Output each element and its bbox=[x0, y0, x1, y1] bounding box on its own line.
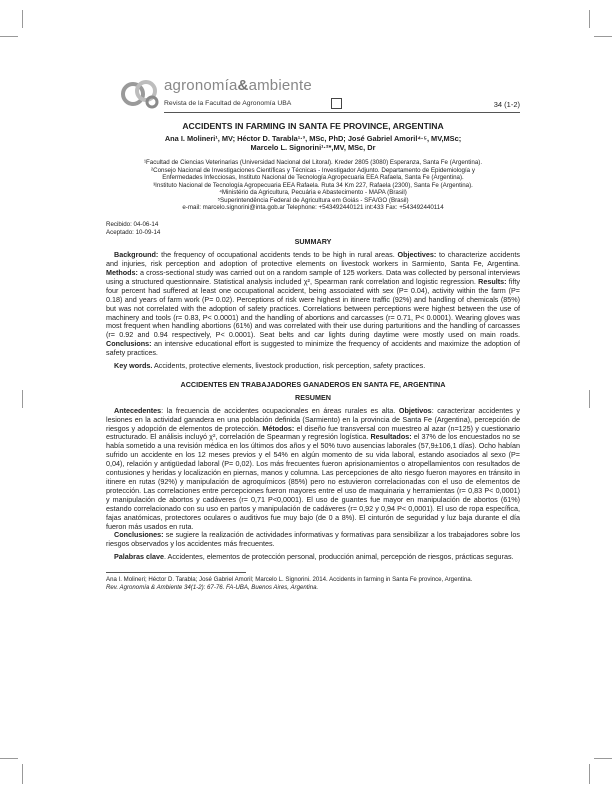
journal-logo-icon bbox=[120, 76, 162, 112]
summary-heading: SUMMARY bbox=[294, 237, 332, 247]
crop-mark bbox=[589, 390, 590, 408]
crop-mark bbox=[22, 764, 23, 784]
uba-emblem-icon bbox=[331, 98, 342, 109]
background-label: Background: bbox=[114, 250, 159, 260]
resultados-label: Resultados: bbox=[370, 432, 412, 442]
affiliation-line: ²Consejo Nacional de Investigaciones Científicas y Técnicas - Investigador Adjunto. Departamento de Epidemiología y bbox=[151, 166, 475, 174]
metodos-label: Métodos: bbox=[262, 423, 295, 433]
journal-header bbox=[120, 76, 520, 112]
contact-line: e-mail: marcelo.signorini@inta.gob.ar Telephone: +543492440121 int:433 Fax: +543492440114 bbox=[182, 204, 444, 212]
objetivos-text: : caracterizar accidentes y lesiones en la actividad ganadera en una población definida (Sarmiento) en la provincia de Santa Fe (Argentina), percepción de riesgos y adopción de elementos de protección. bbox=[106, 405, 520, 433]
conclusiones-paragraph bbox=[106, 531, 520, 549]
article-body bbox=[106, 118, 520, 592]
conclusiones-label: Conclusiones: bbox=[114, 530, 164, 540]
header-rule bbox=[164, 112, 520, 113]
journal-name-amp: & bbox=[237, 77, 249, 94]
results-text: fifty four percent had suffered at least one occupational accident, being associated with sex (P= 0.04), activity within the farm (P= 0.18) and years of farm work (P= 0.02). Perceptions of risk were highest in itinere traffic (92%) and handling of chemicals (85%) but was not correlated with the adoption of safety practices. Correlations between perceptions were highest between the use of machinery and tools (r= 0.83, P< 0.0001) and the handling of abortions and carcasses (r= 0.71, P< 0.0001). Wearing gloves was most frequent when handling abortions (61%) and was correlated with their use during parturitions and the handling of carcasses (r= 0.92 and 0.94 respectively, P< 0.0001). Seat belts and car lights during daytime were mostly used on main roads. bbox=[106, 276, 520, 340]
crop-mark bbox=[22, 390, 23, 408]
summary-paragraph bbox=[106, 251, 520, 358]
affiliations bbox=[106, 159, 520, 212]
antecedentes-label: Antecedentes bbox=[114, 405, 162, 415]
metodos-text: el diseño fue transversal con muestreo al azar (n=125) y cuestionario estructurado. El análisis incluyó χ², correlación de Spearman y regresión logística. bbox=[106, 423, 520, 442]
footnote-rule bbox=[106, 572, 246, 573]
resumen-heading: RESUMEN bbox=[295, 392, 331, 402]
journal-subtitle: Revista de la Facultad de Agronomía UBA bbox=[164, 100, 292, 107]
palabras-label: Palabras clave bbox=[114, 552, 164, 562]
objectives-label: Objectives: bbox=[397, 250, 437, 260]
affiliation-line: ⁵Superintendência Federal de Agricultura em Goiás - SFA/GO (Brasil) bbox=[217, 196, 409, 204]
conclusions-text: an intensive educational effort is suggested to minimize the frequency of accidents and maximize the adoption of safety practices. bbox=[106, 339, 520, 358]
antecedentes-text: : la frecuencia de accidentes ocupacionales en áreas rurales es alta. bbox=[161, 405, 399, 415]
crop-mark bbox=[0, 758, 18, 759]
spanish-title: ACCIDENTES EN TRABAJADORES GANADEROS EN SANTA FE, ARGENTINA bbox=[180, 379, 446, 389]
citation-line: Rev. Agronomía & Ambiente 34(1-2): 67-76. FA-UBA, Buenos Aires, Argentina. bbox=[106, 583, 319, 591]
resumen-paragraph bbox=[106, 407, 520, 532]
citation bbox=[106, 576, 520, 592]
methods-label: Methods: bbox=[106, 267, 138, 277]
objectives-text: to characterize accidents and injuries, risk perception and adoption of protective elements on livestock workers in Sarmiento, Santa Fe, Argentina. bbox=[106, 250, 521, 269]
conclusions-label: Conclusions: bbox=[106, 339, 152, 349]
journal-name bbox=[164, 77, 312, 94]
resultados-text: el 37% de los encuestados no se había sometido a una revisión médica en los últimos dos años y el 50% tuvo ausencias laborales (57,9±106,1 días). Ocho habían sufrido un accidente en los 12 meses previos y el 54% en algún momento de su vida laboral, estando asociados al sexo (P= 0,04), relación y antigüedad laboral (P= 0,02). Los más frecuentes fueron aprisionamientos o atropellamientos con resultados de contusiones y heridas y localización en piernas, manos y columna. Las percepciones de alto riesgo fueron mayores en tránsito in itinere en rutas (92%) y manipulación de agroquímicos (85%) pero no estuvieron correlacionadas con el uso de elementos de protección. Las correlaciones entre percepciones fueron mayores entre el uso de maquinaria y herramientas (r= 0,83 P< 0,0001) y manipulación de abortos y cadáveres (r= 0,71 P<0,0001). El uso de guantes fue mayor en manipulación de abortos (61%) estando correlacionado con su uso en partos y manipulación de cadáveres (r= 0,92 y 0,94 P< 0,0001). El uso de ropa específica, fajas anatómicas, protectores oculares o auditivos fue muy bajo (de 0 a 8%). El cinturón de seguridad y luz baja durante el día fueron más usados en ruta. bbox=[106, 432, 520, 531]
journal-name-part1: agronomía bbox=[164, 77, 238, 94]
crop-mark bbox=[589, 10, 590, 28]
keywords-text: Accidents, protective elements, livestock production, risk perception, safety practices. bbox=[152, 361, 426, 371]
affiliation-line: ⁴Ministério da Agricultura, Pecuária e Abastecimento - MAPA (Brasil) bbox=[219, 189, 407, 197]
affiliation-line: ¹Facultad de Ciencias Veterinarias (Universidad Nacional del Litoral). Kreder 2805 (3080) Esperanza, Santa Fe (Argentina). bbox=[143, 158, 483, 166]
methods-text: a cross-sectional study was carried out on a random sample of 125 workers. Data was collected by personal interviews using a structured questionnaire. Statistical analysis included χ², Spearman rank correlation and logistic regression. bbox=[106, 267, 520, 286]
palabras-clave bbox=[106, 553, 520, 562]
keywords-label: Key words. bbox=[114, 361, 153, 371]
issue-number: 34 (1-2) bbox=[493, 100, 520, 109]
crop-mark bbox=[594, 36, 612, 37]
objetivos-label: Objetivos bbox=[398, 405, 432, 415]
article-dates bbox=[106, 221, 520, 236]
results-label: Results: bbox=[478, 276, 507, 286]
author-line: Ana I. Molineri¹, MV; Héctor D. Tarabla¹·³, MSc, PhD; José Gabriel Amoril⁴·⁵, MV,MSc; bbox=[164, 133, 462, 143]
article-title: ACCIDENTS IN FARMING IN SANTA FE PROVINCE, ARGENTINA bbox=[182, 121, 444, 131]
accepted-date: Aceptado: 10-09-14 bbox=[106, 228, 161, 236]
crop-mark bbox=[0, 36, 18, 37]
received-date: Recibido: 04-06-14 bbox=[106, 221, 159, 229]
author-line: Marcelo L. Signorini¹·²*,MV, MSc, Dr bbox=[250, 143, 376, 153]
palabras-text: . Accidentes, elementos de protección personal, producción animal, percepción de riesgos, prácticas seguras. bbox=[163, 552, 514, 562]
citation-line: Ana I. Molineri; Héctor D. Tarabla; José Gabriel Amoril; Marcelo L. Signorini. 2014. Accidents in farming in Santa Fe province, Argentina. bbox=[106, 576, 473, 584]
conclusiones-text: se sugiere la realización de actividades informativas y formativas para sensibilizar a los trabajadores sobre los riesgos observados y los accidentes más frecuentes. bbox=[106, 530, 520, 549]
background-text: the frequency of occupational accidents tends to be high in rural areas. bbox=[158, 250, 398, 260]
journal-name-part2: ambiente bbox=[248, 77, 312, 94]
crop-mark bbox=[22, 10, 23, 28]
keywords bbox=[106, 362, 520, 371]
crop-mark bbox=[589, 764, 590, 784]
affiliation-line: Enfermedades Infecciosas, Instituto Nacional de Tecnología Agropecuaria EEA Rafaela, Santa Fe (Argentina). bbox=[162, 174, 464, 182]
crop-mark bbox=[594, 758, 612, 759]
affiliation-line: ³Instituto Nacional de Tecnología Agropecuaria EEA Rafaela. Ruta 34 Km 227, Rafaela (2300), Santa Fe (Argentina). bbox=[153, 181, 473, 189]
author-list bbox=[106, 134, 520, 153]
